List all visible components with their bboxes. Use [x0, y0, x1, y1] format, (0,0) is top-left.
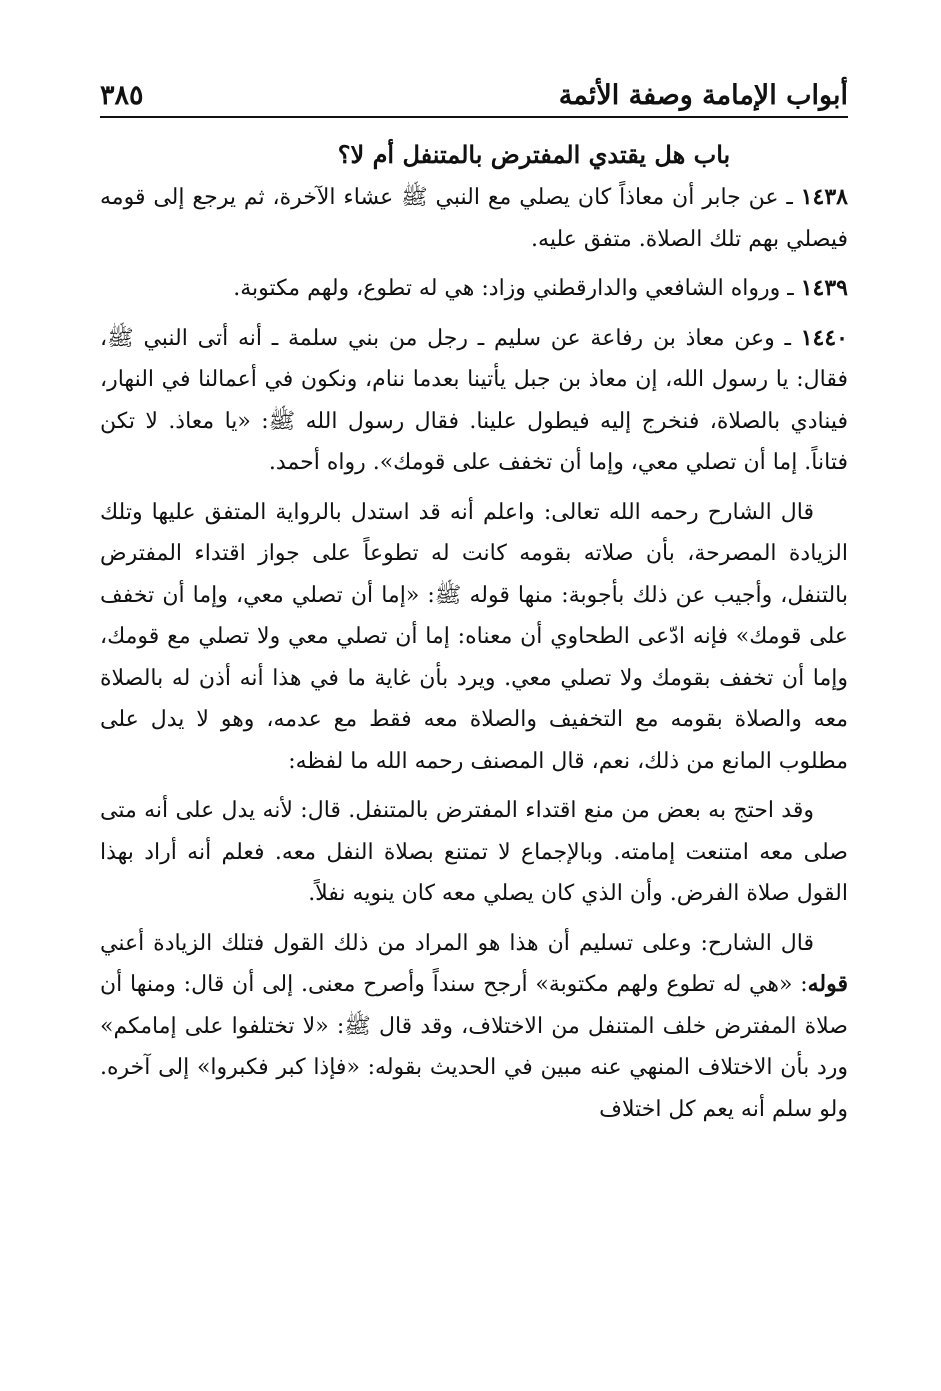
- hadith-1439: [100, 268, 848, 310]
- commentary-text: قال الشارح: وعلى تسليم أن هذا هو المراد من ذلك القول فتلك الزيادة أعني: [100, 930, 814, 956]
- hadith-1440: [100, 318, 848, 484]
- author-quote-paragraph: وقد احتج به بعض من منع اقتداء المفترض بالمتنفل. قال: لأنه يدل على أنه متى صلى معه امتنعت إمامته. وبالإجماع لا تمتنع بصلاة النفل معه. فعلم أنه أراد بهذا القول صلاة الفرض. وأن الذي كان يصلي معه كان ينويه نفلاً.: [100, 798, 848, 906]
- hadith-number: ١٤٣٨: [800, 184, 848, 210]
- commentary-paragraph: قال الشارح رحمه الله تعالى: واعلم أنه قد استدل بالرواية المتفق عليها وتلك الزيادة المصرحة، بأن صلاته بقومه كانت له تطوعاً على جواز اقتداء المفترض بالتنفل، وأجيب عن ذلك بأجوبة: منها قوله ﷺ: «إما أن تصلي معي، وإما أن تخفف على قومك» فإنه ادّعى الطحاوي أن معناه: إما أن تصلي معي ولا تصلي مع قومك، وإما أن تخفف بقومك ولا تصلي معي. ويرد بأن غاية ما في هذا أنه أذن له بالصلاة معه والصلاة بقومه مع التخفيف والصلاة معه فقط مع عدمه، وهو لا يدل على مطلوب المانع من ذلك، نعم، قال المصنف رحمه الله ما لفظه:: [100, 499, 848, 774]
- commentary-text: : «هي له تطوع ولهم مكتوبة» أرجح سنداً وأصرح معنى. إلى أن قال: ومنها أن صلاة المفترض خلف المتنفل من الاختلاف، وقد قال ﷺ: «لا تختلفوا على إمامكم» ورد بأن الاختلاف المنهي عنه مبين في الحديث بقوله: «فإذا كبر فكبروا» إلى آخره. ولو سلم أنه يعم كل اختلاف: [100, 972, 848, 1122]
- hadith-text: ـ وعن معاذ بن رفاعة عن سليم ـ رجل من بني سلمة ـ أنه أتى النبي ﷺ، فقال: يا رسول الله، إن معاذ بن جبل يأتينا بعدما ننام، ونكون في أعمالنا في النهار، فينادي بالصلاة، فنخرج إليه فيطول علينا. فقال رسول الله ﷺ: «يا معاذ. لا تكن فتاناً. إما أن تصلي معي، وإما أن تخفف على قومك». رواه أحمد.: [100, 325, 848, 475]
- hadith-1438: [100, 177, 848, 260]
- page-number: ٣٨٥: [100, 80, 144, 111]
- book-page: [100, 70, 848, 1138]
- chapter-title: باب هل يقتدي المفترض بالمتنفل أم لا؟: [337, 140, 731, 169]
- hadith-text: ـ عن جابر أن معاذاً كان يصلي مع النبي ﷺ عشاء الآخرة، ثم يرجع إلى قومه فيصلي بهم تلك الصلاة. متفق عليه.: [100, 185, 848, 252]
- running-title: أبواب الإمامة وصفة الأئمة: [558, 80, 848, 111]
- hadith-number: ١٤٤٠: [800, 324, 848, 351]
- page-header: [100, 70, 848, 118]
- hadith-text: ـ ورواه الشافعي والدارقطني وزاد: هي له تطوع، ولهم مكتوبة.: [233, 276, 801, 301]
- bold-word: قوله: [807, 971, 848, 997]
- hadith-number: ١٤٣٩: [800, 275, 848, 301]
- commentary-paragraph-2: [100, 923, 848, 1131]
